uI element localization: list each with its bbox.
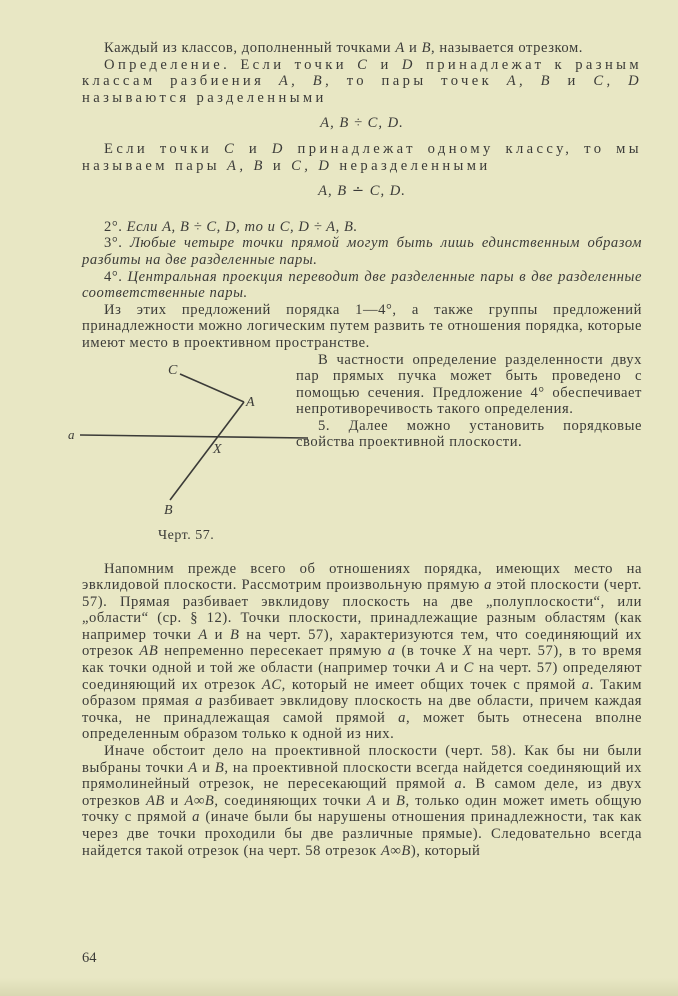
math-italic-text: C: [357, 56, 371, 73]
text-run: , называется отрезком.: [431, 40, 583, 56]
math-italic-text: B: [395, 792, 406, 809]
segment-ca: [180, 374, 244, 402]
line-a: [80, 435, 308, 438]
math-italic-text: B: [421, 40, 432, 56]
axiom-3: [82, 235, 642, 268]
figure-57: [68, 356, 296, 561]
text-run: и: [370, 56, 402, 73]
paragraph-consequences: [82, 302, 642, 352]
math-italic-text: A: [198, 626, 208, 643]
text-run: неразделенными: [332, 157, 491, 174]
text-run: , только один может иметь общую точку с прямой: [82, 792, 642, 826]
text-run: на черт. 57) определяют соединяющий их отрезок: [82, 660, 642, 693]
math-italic-text: AC: [261, 676, 282, 693]
text-run: и: [197, 759, 215, 776]
label-c: C: [168, 362, 178, 378]
label-x: X: [213, 441, 223, 457]
math-italic-text: a: [387, 643, 396, 660]
page-edge: [0, 978, 678, 996]
text-run: Иначе обстоит дело на проективной плоскости (черт. 58). Как бы ни были выбраны точки: [82, 743, 642, 776]
label-line-a-left: a: [68, 426, 76, 442]
math-italic-text: a: [195, 693, 203, 710]
math-italic-text: C: [463, 660, 474, 677]
math-italic-text: a: [454, 776, 463, 793]
segment-ab: [170, 402, 244, 500]
text-run: непременно пересекает прямую: [158, 643, 388, 660]
math-italic-text: C: [223, 140, 238, 157]
math-italic-text: A: [188, 759, 198, 776]
text-run: и: [445, 660, 464, 677]
figure-caption: Черт. 57.: [158, 527, 215, 543]
math-italic-text: A: [435, 660, 446, 677]
paragraph-nonseparated: [82, 141, 642, 174]
page-text: [68, 40, 643, 859]
text-run: 2°.: [104, 218, 127, 235]
math-italic-text: A, B: [506, 73, 553, 90]
text-run: и: [552, 73, 594, 90]
math-italic-text: A, B: [278, 73, 326, 90]
text-run: и: [164, 792, 185, 809]
math-italic-text: D: [401, 56, 416, 73]
math-italic-text: B: [214, 759, 225, 776]
text-run: принадлежат к разным классам разбиения: [82, 56, 642, 90]
text-run: 3°.: [104, 235, 130, 252]
text-run: 4°.: [104, 268, 128, 285]
paragraph-segment-definition: [82, 40, 642, 57]
text-run: Напомним прежде всего об отношениях порядка, имеющих место на эвклидовой плоскости. Рассмотрим произвольную прямую: [82, 560, 642, 594]
paragraph-definition: [82, 57, 642, 107]
text-run: и: [404, 40, 422, 56]
text-run: разбивает эвклидову плоскость на две области, причем каждая точка, не принадлежащая самой прямой: [82, 693, 642, 726]
label-line-a-right: [307, 430, 308, 445]
text-run: 5. Далее можно установить порядковые свойства проективной плоскости.: [296, 417, 642, 451]
math-italic-text: A∞B: [380, 842, 411, 859]
text-run: В частности определение разделенности двух пар прямых пучка может быть проведено с помощью сечения. Предложение 4° обеспечивает непротиворечивость такого определения.: [296, 351, 642, 418]
math-italic-text: a: [581, 676, 590, 693]
text-run: (иначе были бы нарушены отношения принадлежности, так как через две точки проходили бы две различные прямые). Следовательно всегда найдется такой отрезок (на черт. 58 отрезок: [82, 809, 642, 859]
figure-57-drawing: [68, 356, 308, 556]
math-italic-text: a: [192, 809, 200, 826]
text-run: . В самом деле, из двух отрезков: [82, 776, 642, 809]
text-run: Каждый из классов, дополненный точками: [104, 40, 396, 56]
math-italic-text: AB: [139, 643, 159, 660]
math-italic-text: C, D: [291, 157, 333, 174]
math-italic-text: D: [271, 140, 286, 157]
math-italic-text: C, D: [593, 73, 643, 90]
label-a-point: A: [246, 394, 256, 410]
text-run: принадлежат одному классу, то мы называем пары: [82, 140, 642, 174]
text-run: и: [237, 140, 272, 157]
text-run: и: [265, 157, 292, 174]
text-run: этой плоскости (черт. 57). Прямая разбивает эвклидову плоскость на две „полуплоскости“, или „области“ (ср. § 12). Точки плоскости, принадлежащие разным областям (как например точки: [82, 577, 643, 643]
math-italic-text: Любые четыре точки прямой могут быть лишь единственным образом разбиты на две разделенные пары.: [82, 235, 642, 268]
axiom-4: [82, 269, 642, 302]
math-italic-text: A: [395, 40, 405, 56]
paragraph-euclidean-plane: [82, 561, 642, 744]
text-run: . Таким образом прямая: [82, 676, 642, 710]
axiom-2: [82, 219, 642, 236]
math-italic-text: A: [366, 792, 377, 809]
text-run: ), который: [410, 842, 481, 859]
text-run: Если точки: [104, 140, 224, 157]
text-run: на черт. 57), характеризуются тем, что соединяющий их отрезок: [82, 626, 642, 660]
text-run: , на проективной плоскости всегда найдется соединяющий их прямолинейный отрезок, не пересекающий прямой: [82, 759, 643, 793]
text-run: (в точке: [395, 643, 463, 660]
text-run: Определение. Если точки: [104, 56, 358, 73]
text-run: , может быть отнесена вполне определенным образом только к одной из них.: [82, 709, 642, 743]
page-number: 64: [82, 950, 97, 966]
formula-separated: A, B ÷ C, D.: [320, 115, 404, 132]
math-italic-text: AB: [145, 792, 165, 809]
text-run: на черт. 57), в то время как точки одной и той же области (например точки: [82, 643, 642, 677]
text-run: Из этих предложений порядка 1—4°, а также группы предложений принадлежности можно логическим путем развить те отношения порядка, которые имеют место в проективном пространстве.: [82, 301, 642, 351]
paragraph-projective-plane: [82, 743, 642, 859]
math-italic-text: Центральная проекция переводит две разделенные пары в две разделенные соответственные пары.: [82, 268, 642, 302]
math-italic-text: B: [229, 626, 240, 643]
math-italic-text: a: [398, 709, 406, 726]
formula-nonseparated: A, B ∸ C, D.: [318, 183, 406, 200]
text-run: , который не имеет общих точек с прямой: [281, 676, 582, 693]
text-run: и: [376, 792, 396, 809]
text-run: , соединяющих точки: [214, 792, 367, 809]
math-italic-text: A∞B: [184, 792, 215, 809]
math-italic-text: Если A, B ÷ C, D, то и C, D ÷ A, B.: [126, 218, 358, 235]
math-italic-text: A, B: [227, 157, 266, 174]
math-italic-text: a: [484, 577, 492, 594]
label-b: B: [164, 502, 174, 518]
math-italic-text: X: [462, 643, 472, 660]
text-run: , то пары точек: [325, 73, 507, 90]
text-run: и: [207, 626, 230, 643]
text-run: называются разделенными: [82, 89, 327, 106]
